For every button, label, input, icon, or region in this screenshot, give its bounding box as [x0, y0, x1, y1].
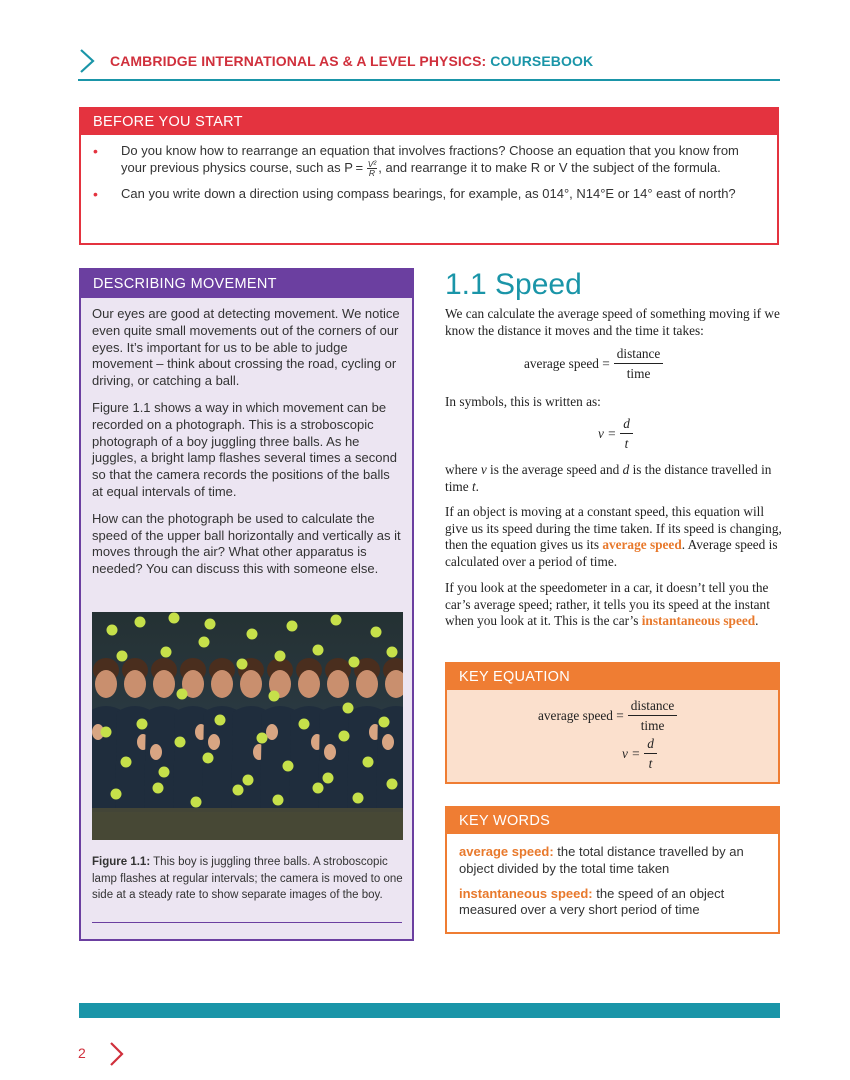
- ball: [269, 691, 280, 702]
- before-you-start-box: [79, 107, 779, 245]
- ball: [237, 659, 248, 670]
- caption-text: This boy is juggling three balls. A stroboscopic lamp flashes at regular intervals; the camera is moved to one side at a steady rate to show separate images of the boy.: [92, 856, 403, 901]
- chevron-right-icon: [108, 1041, 124, 1067]
- ball: [121, 757, 132, 768]
- ball: [283, 761, 294, 772]
- ball: [313, 783, 324, 794]
- ball: [215, 715, 226, 726]
- ball: [153, 783, 164, 794]
- ball: [257, 733, 268, 744]
- keyword-instantaneous-speed: instantaneous speed: [641, 613, 756, 629]
- ball: [111, 789, 122, 800]
- definition: average speed: the total distance travelled by an object divided by the total time taken: [459, 844, 744, 876]
- ball: [233, 785, 244, 796]
- ball: [287, 621, 298, 632]
- ball: [343, 703, 354, 714]
- equation-v-d-t: v = $\frac{d}{t}$: [598, 416, 633, 452]
- list-item: • Do you know how to rearrange an equation that involves fractions? Choose an equation that you know from your previous physics course, such as P = $\frac{\text{V²}}{R}$ , and rearrange it to make R or V the subject of the formula.: [93, 143, 739, 178]
- header-rule: [78, 79, 780, 81]
- ball: [363, 757, 374, 768]
- ball: [135, 617, 146, 628]
- ball: [331, 615, 342, 626]
- ball: [339, 731, 350, 742]
- running-header: [110, 53, 593, 69]
- definition: instantaneous speed: the speed of an object measured over a very short period of time: [459, 885, 725, 918]
- ball: [177, 689, 188, 700]
- ball: [273, 795, 284, 806]
- key-equation-average-speed: average speed = distance time: [538, 698, 677, 734]
- ball: [247, 629, 258, 640]
- ball: [137, 719, 148, 730]
- paragraph: Our eyes are good at detecting movement. We notice even quite small movements out of the corners of our eyes. It’s important for us to be able to judge movement – think about crossing the road, cycling or driving, or catching a ball.: [92, 306, 400, 389]
- before-you-start-list: [81, 143, 761, 211]
- ball: [349, 657, 360, 668]
- term-average-speed: average speed:: [459, 844, 554, 859]
- caption-label: Figure 1.1:: [92, 856, 151, 868]
- term-instantaneous-speed: instantaneous speed:: [459, 885, 593, 901]
- ball: [191, 797, 202, 808]
- caption-rule: [92, 922, 402, 923]
- ball: [205, 619, 216, 630]
- ball: [387, 779, 398, 790]
- page-number: 2: [78, 1045, 86, 1061]
- ball: [313, 645, 324, 656]
- ball: [387, 647, 398, 658]
- describing-movement-heading: DESCRIBING MOVEMENT: [81, 270, 412, 298]
- header-series: CAMBRIDGE INTERNATIONAL AS & A LEVEL PHYSICS:: [110, 53, 491, 69]
- key-equation-heading: KEY EQUATION: [447, 664, 778, 690]
- paragraph: In symbols, this is written as:: [445, 394, 601, 409]
- ball: [353, 793, 364, 804]
- ball: [275, 651, 286, 662]
- equation-average-speed: average speed = distance time: [524, 346, 663, 382]
- paragraph: We can calculate the average speed of something moving if we know the distance it moves and the time it takes:: [445, 306, 780, 338]
- ball: [107, 625, 118, 636]
- inline-fraction: $\frac{\text{V²}}{R}$: [367, 158, 377, 178]
- header-book: COURSEBOOK: [490, 53, 594, 69]
- section-title: 1.1 Speed: [445, 268, 582, 301]
- ball: [203, 753, 214, 764]
- key-equation-v-d-t: v = $\frac{d}{t}$: [622, 736, 657, 772]
- ball: [199, 637, 210, 648]
- ball: [379, 717, 390, 728]
- key-words-heading: KEY WORDS: [447, 808, 778, 834]
- ball: [175, 737, 186, 748]
- ball: [243, 775, 254, 786]
- ball: [101, 727, 112, 738]
- paragraph: If an object is moving at a constant speed, this equation will give us its speed during the time taken. If its speed is changing, then the equation gives us its average speed. Average speed is calculated over a period of time.: [445, 504, 782, 569]
- bullet-icon: •: [93, 143, 98, 159]
- keyword-average-speed: average speed: [602, 537, 682, 553]
- key-words-box: [445, 806, 780, 934]
- chevron-right-icon: [78, 48, 96, 74]
- paragraph: where v is the average speed and d is the distance travelled in time t.: [445, 462, 772, 494]
- list-item: • Can you write down a direction using compass bearings, for example, as 014°, N14°E or 14° east of north?: [93, 185, 736, 202]
- paragraph: How can the photograph be used to calculate the speed of the upper ball horizontally and vertically as it moves through the air? What other apparatus is needed? You can discuss this with someone else.: [92, 510, 401, 577]
- ball: [323, 773, 334, 784]
- ball: [161, 647, 172, 658]
- key-words-body: [459, 844, 767, 927]
- bullet-icon: •: [93, 185, 98, 202]
- paragraph: Figure 1.1 shows a way in which movement can be recorded on a photograph. This is a stroboscopic photograph of a boy juggling three balls. As he juggles, a bright lamp flashes several times a second so that the camera records the positions of the balls at equal intervals of time.: [92, 399, 397, 499]
- paragraph: If you look at the speedometer in a car, it doesn’t tell you the car’s average speed; rather, it tells you its speed at the instant when you look at it. This is the car’s instantaneous speed.: [445, 580, 770, 629]
- key-equation-box: [445, 662, 780, 784]
- footer-bar: [79, 1003, 780, 1018]
- figure-caption: [92, 854, 404, 904]
- before-you-start-heading: BEFORE YOU START: [81, 109, 777, 135]
- describing-movement-body: [92, 306, 404, 588]
- ball: [117, 651, 128, 662]
- ball: [169, 613, 180, 624]
- ball: [371, 627, 382, 638]
- juggler-photo: [92, 612, 403, 840]
- ball: [159, 767, 170, 778]
- describing-movement-panel: [79, 268, 414, 941]
- ball: [299, 719, 310, 730]
